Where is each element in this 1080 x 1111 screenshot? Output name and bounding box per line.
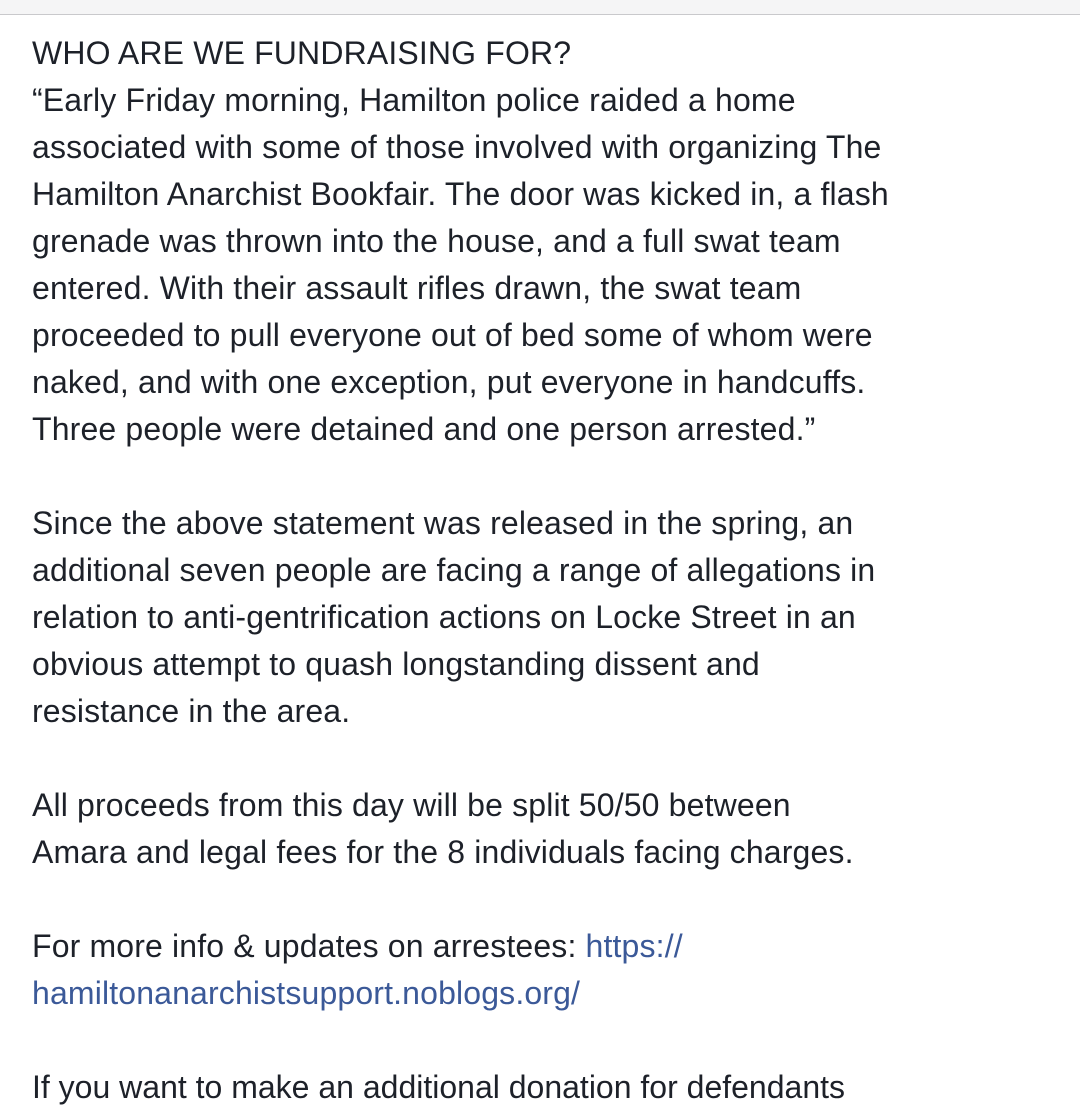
paragraph-line: relation to anti-gentrification actions on Locke Street in an [32,599,856,635]
quote-line: naked, and with one exception, put everyone in handcuffs. [32,364,866,400]
paragraph-line: Amara and legal fees for the 8 individuals facing charges. [32,834,854,870]
more-info-link-line [32,970,1072,1017]
more-info-line [32,923,1072,970]
quote-line: Hamilton Anarchist Bookfair. The door was kicked in, a flash [32,176,889,212]
quote-line: Three people were detained and one person arrested.” [32,411,816,447]
paragraph-line: All proceeds from this day will be split 50/50 between [32,787,791,823]
quote-line: entered. With their assault rifles drawn, the swat team [32,270,802,306]
paragraph-line: additional seven people are facing a range of allegations in [32,552,876,588]
post-heading: WHO ARE WE FUNDRAISING FOR? [32,35,572,71]
support-link[interactable]: hamiltonanarchistsupport.noblogs.org/ [32,975,581,1011]
quote-line: “Early Friday morning, Hamilton police raided a home [32,82,796,118]
support-link-start[interactable]: https:// [585,928,683,964]
quote-line: associated with some of those involved with organizing The [32,129,882,165]
cut-off-line: If you want to make an additional donation for defendants [32,1069,845,1105]
paragraph-line: resistance in the area. [32,693,351,729]
top-bar [0,0,1080,15]
post-body [32,30,1072,1017]
quote-line: proceeded to pull everyone out of bed some of whom were [32,317,873,353]
paragraph-line: obvious attempt to quash longstanding dissent and [32,646,760,682]
paragraph-line: Since the above statement was released in the spring, an [32,505,854,541]
quote-line: grenade was thrown into the house, and a full swat team [32,223,841,259]
more-info-label: For more info & updates on arrestees: [32,928,586,964]
